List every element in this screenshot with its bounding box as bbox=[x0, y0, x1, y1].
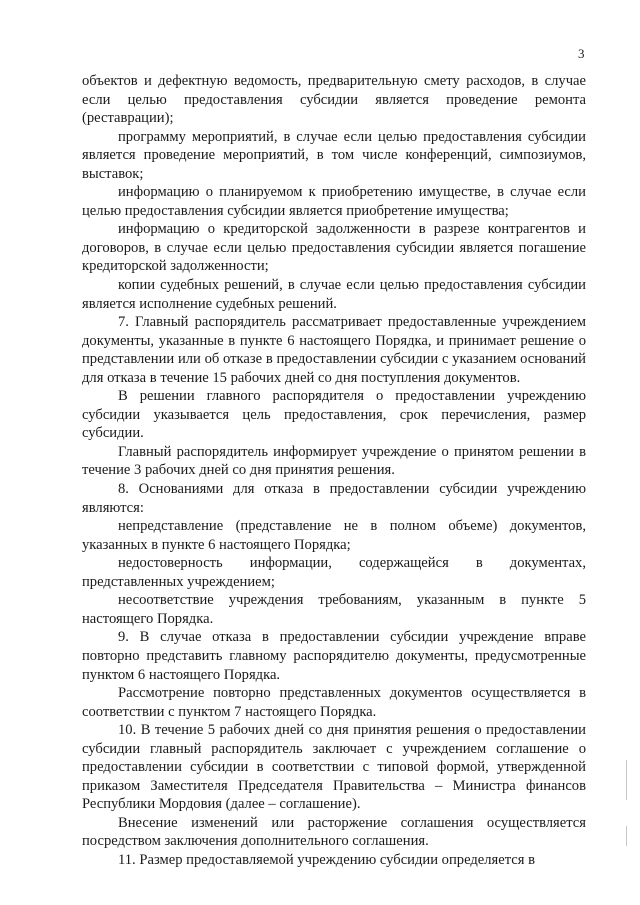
document-body bbox=[82, 72, 586, 870]
paragraph: 11. Размер предоставляемой учреждению субсидии определяется в bbox=[118, 851, 536, 868]
paragraph: информацию о кредиторской задолженности в разрезе контрагентов и договоров, в случае если целью предоставления субсидии является погашение кредиторской задолженности; bbox=[82, 221, 586, 275]
paragraph: 7. Главный распорядитель рассматривает предоставленные учреждением документы, указанные в пункте 6 настоящего Порядка, и принимает решение о представлении или об отказе в предоставлении субсидии с указанием оснований для отказа в течение 15 рабочих дней со дня поступления документов. bbox=[82, 314, 586, 386]
paragraph: программу мероприятий, в случае если целью предоставления субсидии является проведение мероприятий, в том числе конференций, симпозиумов, выставок; bbox=[82, 128, 586, 182]
page-number: 3 bbox=[578, 46, 585, 61]
paragraph: В решении главного распорядителя о предоставлении учреждению субсидии указывается цель предоставления, срок перечисления, размер субсидии. bbox=[82, 388, 586, 442]
paragraph: информацию о планируемом к приобретению имуществе, в случае если целью предоставления субсидии является приобретение имущества; bbox=[82, 184, 586, 219]
paragraph: объектов и дефектную ведомость, предварительную смету расходов, в случае если целью предоставления субсидии является проведение ремонта (реставрации); bbox=[82, 73, 586, 127]
scan-edge-mark bbox=[626, 826, 627, 846]
paragraph: копии судебных решений, в случае если целью предоставления субсидии является исполнение судебных решений. bbox=[82, 277, 586, 312]
paragraph: Рассмотрение повторно представленных документов осуществляется в соответствии с пунктом 7 настоящего Порядка. bbox=[82, 685, 586, 720]
paragraph: 10. В течение 5 рабочих дней со дня принятия решения о предоставлении субсидии главный распорядитель заключает с учреждением соглашение о предоставлении субсидии в соответствии с типовой формой, утвержденной приказом Заместителя Председателя Правительства – Министра финансов Республики Мордовия (далее – соглашение). bbox=[82, 722, 586, 813]
paragraph: 8. Основаниями для отказа в предоставлении субсидии учреждению являются: bbox=[82, 481, 586, 516]
paragraph: Главный распорядитель информирует учреждение о принятом решении в течение 3 рабочих дней со дня принятия решения. bbox=[82, 443, 586, 479]
scan-edge-mark bbox=[626, 760, 627, 800]
paragraph: непредставление (представление не в полном объеме) документов, указанных в пункте 6 настоящего Порядка; bbox=[82, 518, 586, 553]
paragraph: Внесение изменений или расторжение соглашения осуществляется посредством заключения дополнительного соглашения. bbox=[82, 814, 586, 850]
paragraph: недостоверность информации, содержащейся в документах, представленных учреждением; bbox=[82, 555, 586, 590]
paragraph: несоответствие учреждения требованиям, указанным в пункте 5 настоящего Порядка. bbox=[82, 592, 586, 627]
paragraph: 9. В случае отказа в предоставлении субсидии учреждение вправе повторно представить главному распорядителю документы, предусмотренные пунктом 6 настоящего Порядка. bbox=[82, 629, 586, 683]
